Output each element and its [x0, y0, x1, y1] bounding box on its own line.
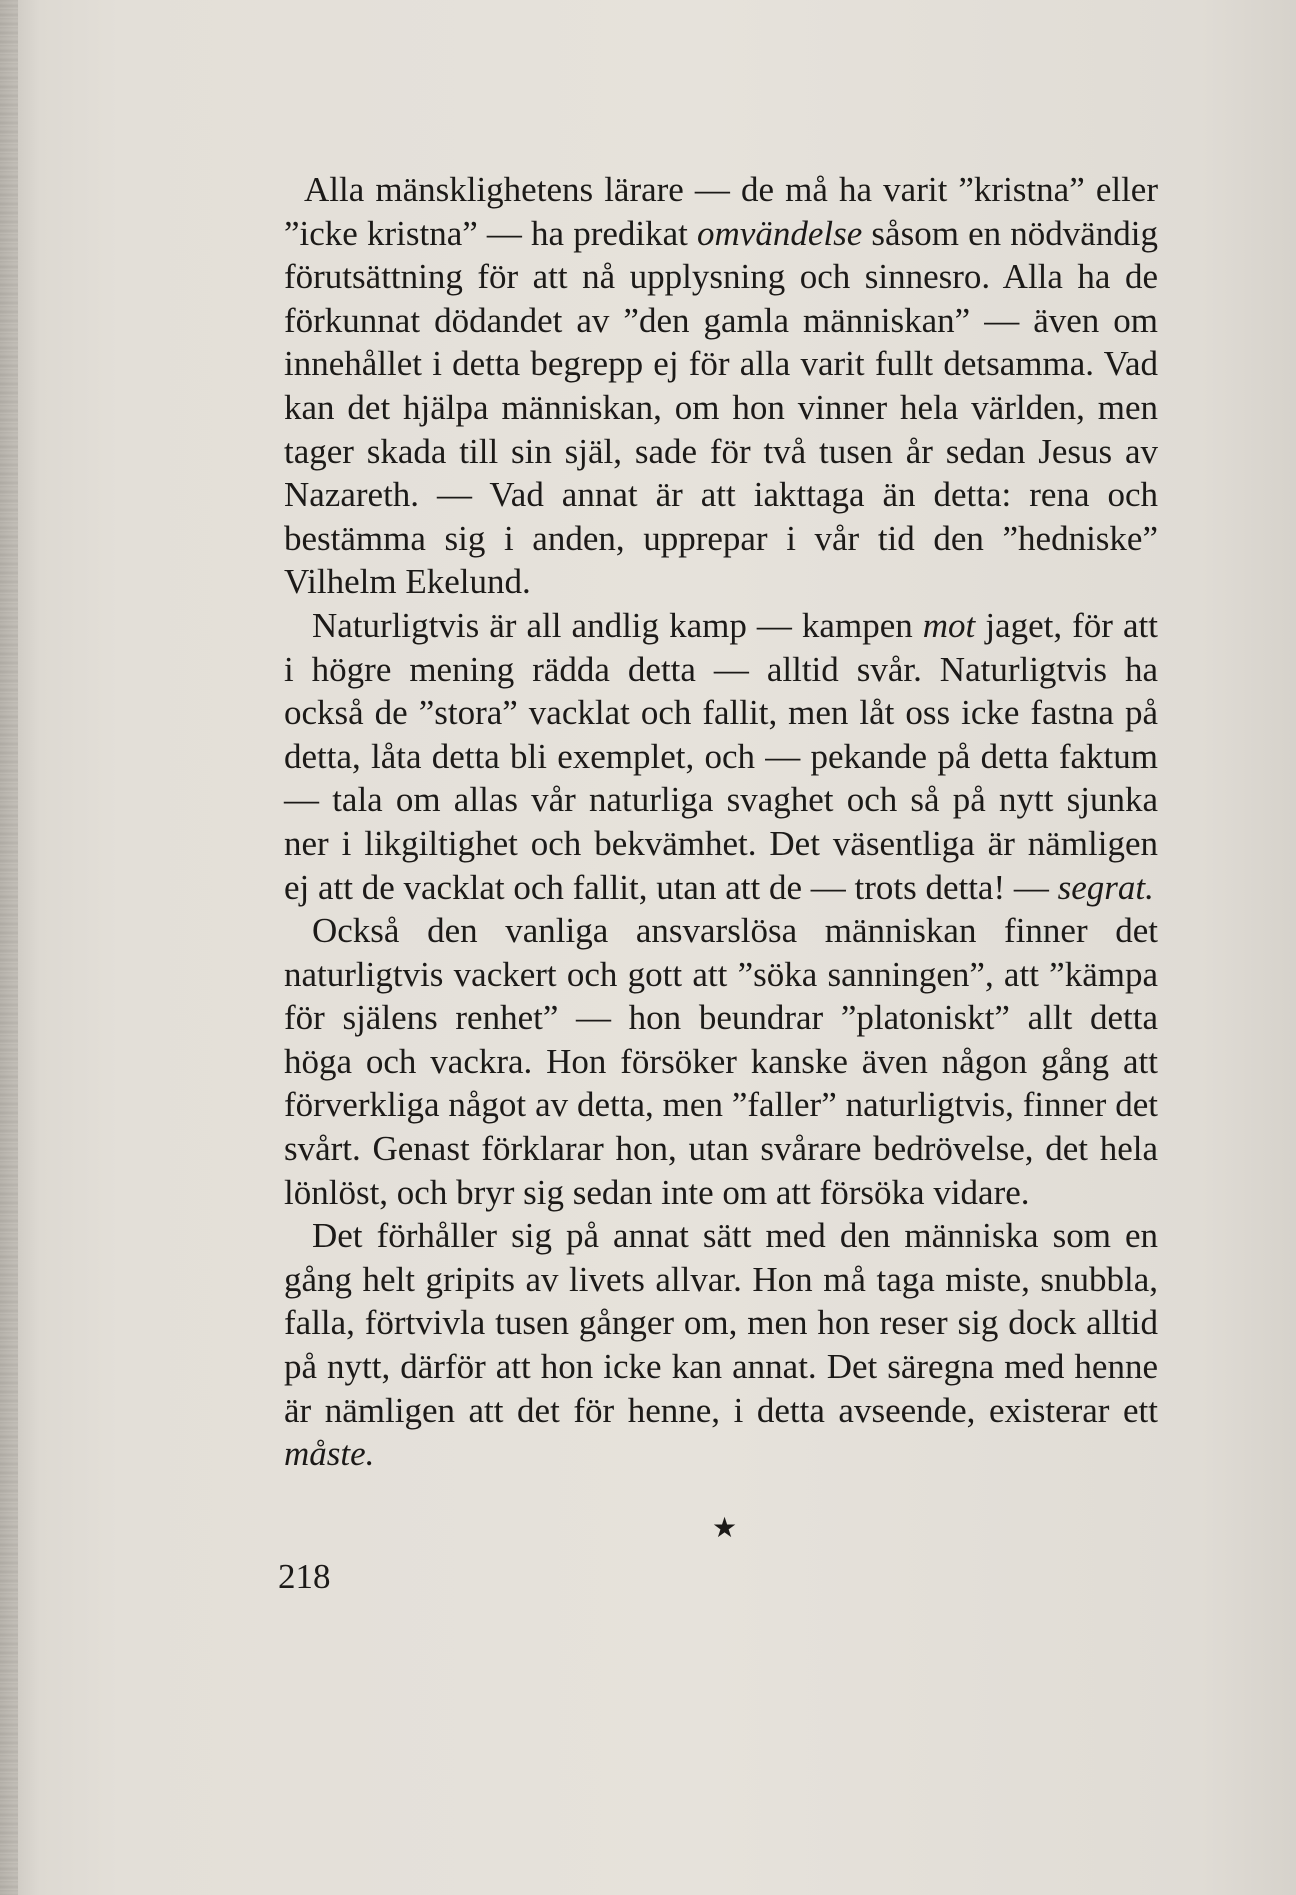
- paragraph-2-text-b: jaget, för att i högre mening rädda detta — alltid svår. Naturligtvis ha också de ”stora” vacklat och fallit, men låt oss icke fastna på detta, låta detta bli exemplet, och — pekande på detta faktum — tala om allas vår naturliga svaghet och så på nytt sjunka ner i likgiltighet och bekvämhet. Det väsentliga är nämligen ej att de vacklat och fallit, utan att de — trots detta! —: [284, 605, 1158, 907]
- paragraph-4: [284, 1214, 1158, 1476]
- paragraph-1-text-a: Alla mänsklighetens lärare — de må ha varit ”kristna” eller ”icke kristna” — ha predikat: [284, 170, 1158, 253]
- paragraph-3: [284, 909, 1158, 1214]
- page-number: 218: [278, 1557, 331, 1596]
- page-gutter: [0, 0, 18, 1895]
- paragraph-1-text-b: såsom en nödvändig förutsättning för att nå upplysning och sinnesro. Alla ha de förkunnat dödandet av ”den gamla människan” — även om innehållet i detta begrepp ej för alla varit fullt detsamma. Vad kan det hjälpa människan, om hon vinner hela världen, men tager skada till sin själ, sade för två tusen år sedan Jesus av Nazareth. — Vad annat är att iakttaga än detta: rena och bestämma sig i anden, upprepar i vår tid den ”hedniske” Vilhelm Ekelund.: [284, 213, 1158, 602]
- paragraph-1-emphasis: omvändelse: [697, 213, 863, 253]
- body-text: [284, 168, 1158, 1476]
- paragraph-2: [284, 604, 1158, 909]
- paragraph-3-text: Också den vanliga ansvarslösa människan finner det naturligtvis vackert och gott att ”söka sanningen”, att ”kämpa för själens renhet” — hon beundrar ”platoniskt” allt detta höga och vackra. Hon försöker kanske även någon gång att förverkliga något av detta, men ”faller” naturligtvis, finner det svårt. Genast förklarar hon, utan svårare bedrövelse, det hela lönlöst, och bryr sig sedan inte om att försöka vidare.: [284, 911, 1158, 1212]
- paragraph-4-emphasis: måste.: [284, 1434, 375, 1474]
- paragraph-2-emphasis-b: segrat.: [1057, 867, 1154, 907]
- paragraph-1: [284, 168, 1158, 604]
- star-ornament: ★: [712, 1511, 738, 1544]
- paragraph-2-text-a: Naturligtvis är all andlig kamp — kampen: [312, 605, 923, 645]
- paragraph-2-emphasis-a: mot: [922, 605, 976, 645]
- paragraph-4-text-a: Det förhåller sig på annat sätt med den människa som en gång helt gripits av livets allvar. Hon må taga miste, snubbla, falla, förtvivla tusen gånger om, men hon reser sig dock alltid på nytt, därför att hon icke kan annat. Det säregna med henne är nämligen att det för henne, i detta avseende, existerar ett: [284, 1216, 1158, 1430]
